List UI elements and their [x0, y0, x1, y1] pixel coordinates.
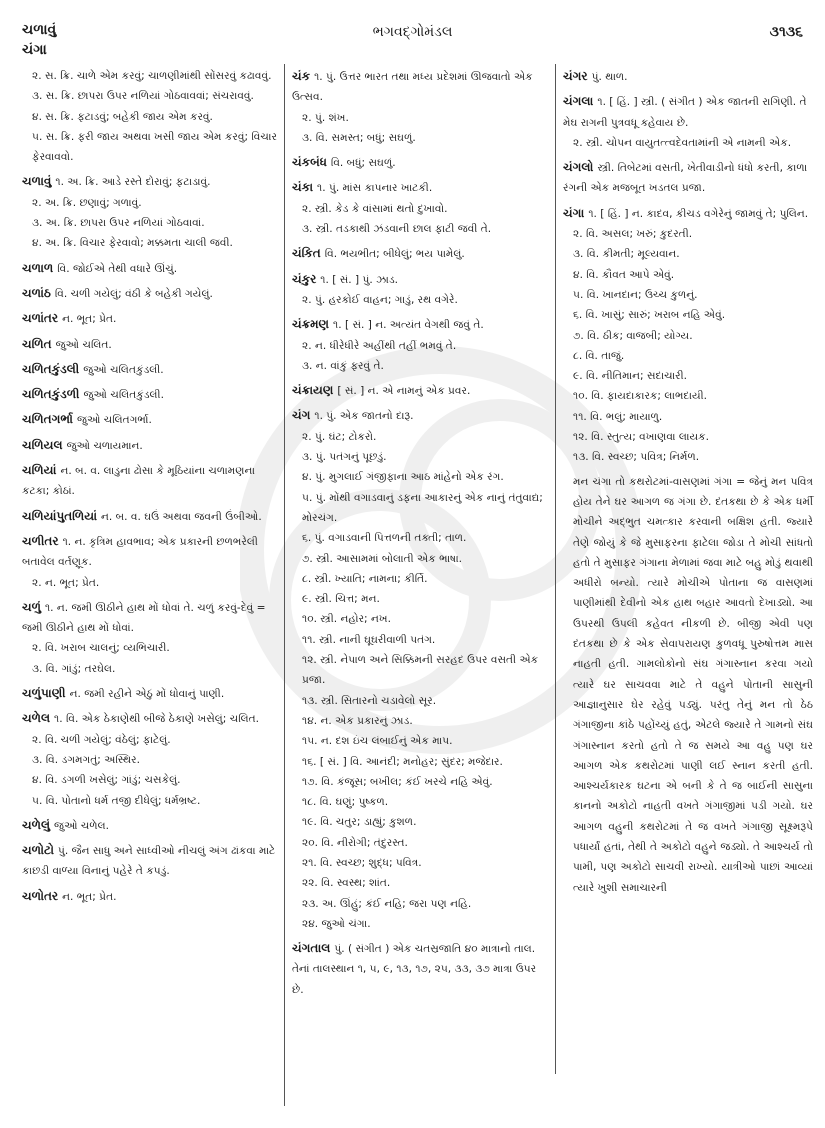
headword: ચળાળ [22, 260, 54, 275]
definition-text: વિ. ભયભીત; બીધેલું; ભય પામેલું. [324, 248, 465, 261]
column-2 [292, 66, 550, 1004]
definition-text: ૧૮. વિ. ઘણું; પુષ્કળ. [302, 796, 389, 809]
definition-text: ૨૪. જુઓ ચંગા. [302, 917, 371, 930]
headword: ચળેલું [22, 817, 51, 832]
definition-text: જુઓ ચલિતકુંડલી. [83, 363, 164, 376]
definition-text: પું. ( સંગીત ) એક ચતસ્રજાતિ ૪૦ માત્રાનો તાલ. તેનાં તાલસ્થાન ૧, ૫, ૯, ૧૩, ૧૭, ૨૫, ૩૩, ૩૭ માત્રા ઉપર છે. [292, 943, 537, 996]
definition-text: ૩. વિ. કીમતી; મૂલ્યવાન. [573, 248, 680, 261]
definition-text: ૧. ન. કૃત્રિમ હાવભાવ; એક પ્રકારની છળભરેલી બતાવેલ વર્તણૂક. [22, 535, 258, 569]
headword: ચળિતકુંડલી [22, 361, 80, 376]
definition-text: ૨. વિ. ખરાબ ચાલનું; વ્યભિચારી. [32, 642, 170, 655]
headword: ચળીતર [22, 533, 59, 548]
definition-text: ૩. વિ. ડગમગતું; અસ્થિર. [32, 753, 141, 766]
definition-text: વિ. જોઈએ તેથી વધારે ઊંચું. [57, 262, 178, 275]
definition-text: ૨. ન. ભૂત; પ્રેત. [32, 576, 100, 589]
dictionary-entry [22, 815, 280, 836]
definition-text: [ સં. ] ન. એ નામનું એક પ્રવર. [337, 385, 471, 398]
definition-text: ૧૨. સ્ત્રી. નેપાળ અને સિક્કિમની સરહદ ઉપર વસતી એક પ્રજા. [302, 654, 539, 687]
guide-word-first: ચળાવું [22, 22, 57, 38]
dictionary-entry [22, 840, 280, 882]
definition-text: ૨. પું. હરકોઈ વાહન; ગાડું, રથ વગેરે. [302, 293, 458, 306]
definition-text: ન. ભૂત; પ્રેત. [62, 313, 117, 326]
headword: ચળિત [22, 336, 52, 351]
headword: ચંક્રાયણ [292, 383, 334, 398]
page-header [0, 0, 825, 60]
headword: ચંગલા [563, 94, 594, 109]
column-divider [555, 64, 556, 1074]
headword: ચળિયલ [22, 437, 63, 452]
headword: ચંગા [563, 205, 585, 220]
definition-text: જુઓ ચળેલ. [54, 819, 110, 832]
headword: ચળું [22, 599, 41, 614]
dictionary-entry [22, 171, 280, 253]
definition-text: ૨૩. અ. ઊંહું; કંઈ નહિ; જરા પણ નહિ. [302, 897, 472, 910]
headword: ચળિયાંપુતળિયાં [22, 508, 98, 523]
definition-text: જુઓ ચલિતકુંડલી. [83, 389, 164, 402]
definition-text: ૩. સ. ક્રિ. છાપરા ઉપર નળિયાં ગોઠવાવવાં; સંચરાવવું. [32, 90, 254, 103]
dictionary-entry [22, 886, 280, 907]
dictionary-entry [22, 283, 280, 304]
column-divider [284, 64, 285, 1106]
definition-text: ન. બ. વ. લાડુના ઢોસા કે મૂઠિયાંના ચળામણના કટકા; કોઠાં. [22, 465, 255, 498]
dictionary-entry [22, 359, 280, 380]
definition-text: ૧૪. ન. એક પ્રકારનું ઝાડ. [302, 714, 413, 727]
headword: ચંગ [292, 408, 311, 423]
definition-text: ૭. સ્ત્રી. આસામમાં બોલાતી એક ભાષા. [302, 552, 463, 565]
definition-text: વિ. ચળી ગયેલું; વંઠી કે બહેકી ગયેલું. [54, 287, 213, 300]
definition-text: ૪. વિ. ડગળી ખસેલું; ગાંડું; ચસકેલું. [32, 774, 181, 787]
headword: ચળિયાં [22, 463, 57, 478]
definition-text: ૨. વિ. અસલ; ખરું; કુદરતી. [573, 228, 693, 241]
definition-text: ૧. પું. માંસ કાપનાર ખાટકી. [317, 182, 433, 195]
dictionary-entry [292, 269, 550, 311]
dictionary-entry [292, 314, 550, 376]
definition-text: સ્ત્રી. તિબેટમાં વસતી, ખેતીવાડીનો ધંધો કરતી, કાળા રંગની એક મજબૂત ખડતલ પ્રજા. [563, 162, 808, 195]
dictionary-entry [22, 506, 280, 527]
headword: ચંકબંધ [292, 155, 327, 170]
definition-text: ૩. વિ. સમસ્ત; બધું; સઘળું. [302, 131, 416, 144]
definition-text: ૧૦. સ્ત્રી. નહોર; નખ. [302, 613, 391, 626]
definition-text: ૧૨. વિ. સ્તુત્ય; વખાણવા લાયક. [573, 431, 710, 444]
headword: ચંગર [563, 69, 588, 83]
dictionary-entry [22, 258, 280, 279]
definition-text: ૪. અ. ક્રિ. વિચાર ફેરવાવો; મક્કમતા ચાલી જવી. [32, 237, 233, 250]
definition-text: પું. જૈન સાધુ અને સાધ્વીઓ નીચલું અંગ ઢાંકવા માટે કાછડી વાળ્યા વિનાનું પહેરે તે કપડું. [22, 845, 276, 878]
definition-text: ૨. અ. ક્રિ. છણાવું; ગળાવું. [32, 196, 142, 209]
definition-text: ૨૧. વિ. સ્વચ્છ; શુદ્ધ; પવિત્ર. [302, 856, 422, 869]
headword: ચંગતાલ [292, 941, 331, 956]
dictionary-entry [292, 66, 550, 148]
dictionary-entry [22, 334, 280, 355]
definition-text: ૧. [ હિં. ] સ્ત્રી. ( સંગીત ) એક જાતની રાગિણી. તે મેઘ રાગની પુત્રવધૂ કહેવાય છે. [563, 96, 807, 129]
guide-word-last: ચંગા [22, 42, 47, 58]
dictionary-entry [22, 708, 280, 810]
definition-text: ન. ભૂત; પ્રેત. [62, 890, 117, 903]
definition-text: ૧. [ સં. ] પું. ઝાડ. [320, 273, 399, 286]
dictionary-entry [563, 66, 813, 87]
column-1 [22, 66, 280, 911]
definition-text: પું. થાળ. [591, 71, 628, 83]
headword: ચળેલ [22, 711, 51, 726]
definition-text: ન. જમી રહીને એઠું મોં ધોવાનું પાણી. [69, 688, 225, 701]
definition-text: વિ. બધું; સઘળું. [330, 157, 396, 170]
definition-text: ૨. સ્ત્રી. કેડ કે વાંસામાં થતો દુખાવો. [302, 202, 448, 215]
definition-text: ૪. વિ. કૌવત આપે એવું. [573, 268, 675, 281]
definition-text: ૧૩. સ્ત્રી. સિતારનો ચડાવેલો સૂર. [302, 694, 437, 707]
headword: ચંક્રમણ [292, 317, 330, 332]
dictionary-entry [22, 308, 280, 329]
dictionary-entry [292, 152, 550, 173]
dictionary-entry [22, 460, 280, 502]
definition-text: ૧૧. વિ. ભલું; માયાળુ. [573, 410, 663, 423]
definition-text: ૪. પું. મુગલાઈ ગંજીફાના આઠ માંહેનો એક રંગ. [302, 471, 504, 484]
definition-text: ૩. વિ. ગાંડું; તરઘેલ. [32, 662, 116, 675]
definition-text: ૫. વિ. પોતાનો ધર્મ તજી દીધેલું; ધર્મભ્રષ્ટ. [32, 794, 201, 807]
dictionary-entry [22, 683, 280, 704]
headword: ચળોતર [22, 888, 59, 903]
definition-text: ૧૯. વિ. ચતુર; ડાહ્યું; કુશળ. [302, 816, 417, 829]
dictionary-entry [292, 380, 550, 401]
definition-text: ૫. પું. મોંથી વગાડવાનું ડફના આકારનું એક નાનું તંતુવાદ્ય; મોરચંગ. [302, 491, 543, 524]
definition-text: ૯. વિ. નીતિમાન; સદાચારી. [573, 370, 688, 383]
headword: ચળોટો [22, 843, 54, 858]
dictionary-entry [22, 597, 280, 679]
definition-text: ૧૦. વિ. ફાયદાકારક; લાભદાયી. [573, 390, 708, 403]
definition-text: ૬. વિ. ખાસું; સારું; ખરાબ નહિ એવું. [573, 309, 726, 322]
definition-text: ૩. ન. વાંકું ફરવું તે. [302, 359, 384, 372]
definition-text: ૫. સ. ક્રિ. ફરી જાય અથવા ખસી જાય એમ કરવું; વિચાર ફેરવાવવો. [32, 130, 277, 164]
definition-text: ૨૨. વિ. સ્વસ્થ; શાંત. [302, 877, 391, 890]
definition-text: ૧. ન. જમી ઊઠીને હાથ મોં ધોવાં તે. ચળું કરવું-દેવું = જમી ઊઠીને હાથ મોં ધોવાં. [22, 601, 266, 635]
definition-text: ૧૭. વિ. કંજૂસ; બખીલ; કંઈ ખરચે નહિ એવું. [302, 775, 493, 788]
definition-text: જુઓ ચલિતગર્ભા. [76, 414, 152, 427]
dictionary-entry [22, 384, 280, 405]
definition-text: ૧. વિ. એક ઠેકાણેથી બીજે ઠેકાણે ખસેલું; ચલિત. [54, 713, 259, 726]
definition-text: ૯. સ્ત્રી. ચિત્ત; મન. [302, 593, 380, 606]
dictionary-title: ભગવદ્ગોમંડલ [372, 24, 453, 40]
definition-text: ૨. સ્ત્રી. ચોપન વાયુતત્ત્વદેવતામાંની એ નામની એક. [573, 136, 792, 149]
headword: ચંકા [292, 180, 314, 195]
definition-text: ૭. વિ. ઠીક; વાજબી; યોગ્ય. [573, 329, 693, 342]
definition-text: ૨. પું. શંખ. [302, 111, 349, 124]
definition-text: ૧૩. વિ. સ્વચ્છ; પવિત્ર; નિર્મળ. [573, 451, 700, 464]
dictionary-entry [292, 938, 550, 1000]
definition-text: ૨. ન. ધીરેધીરે અહીંથી તહીં ભમવું તે. [302, 339, 457, 352]
definition-text: ૧. પું. એક જાતનો દારૂ. [314, 410, 414, 423]
definition-text: ૧૬. [ સં. ] વિ. આનંદી; મનોહર; સુંદર; મજેદાર. [302, 755, 503, 768]
definition-text: ૧. અ. ક્રિ. આડે રસ્તે દોરાવું; ફટાડાવું. [55, 176, 211, 189]
headword: ચંકુર [292, 271, 317, 286]
dictionary-entry [292, 243, 550, 264]
headword: ચંક [292, 69, 311, 83]
definition-text: ૩. અ. ક્રિ. છાપરા ઉપર નળિયાં ગોઠવાવાં. [32, 217, 205, 230]
headword: ચળિતકુંડળી [22, 387, 80, 402]
definition-text: ૬. પું. વગાડવાની પિત્તળની તક્તી; તાળ. [302, 532, 467, 545]
definition-text: ૮. સ્ત્રી. ખ્યાતિ; નામના; કીર્તિ. [302, 572, 428, 585]
definition-text: જુઓ ચળાયમાન. [66, 439, 143, 452]
definition-text: ૧. [ સં. ] ન. અત્યંત વેગથી જવું તે. [333, 319, 484, 332]
definition-text: ૫. વિ. ખાનદાન; ઉચ્ચ કુળનું. [573, 288, 698, 301]
headword: ચળાવું [22, 174, 52, 189]
column-3 [563, 66, 813, 898]
definition-text: ૧. [ હિં. ] ન. કાદવ, કીચડ વગેરેનું જામવું તે; પુલિન. [588, 207, 809, 220]
definition-text: ૧૫. ન. દશ ઇંચ લંબાઈનું એક માપ. [302, 735, 453, 748]
page-number: ૩૧૩૬ [769, 24, 803, 40]
definition-text: ૩. પું. પતંગનું પૂછડું. [302, 451, 387, 464]
definition-text: ૮. વિ. તાજું. [573, 349, 625, 362]
headword: ચળિતગર્ભા [22, 412, 73, 427]
headword: ચળાંઠ [22, 285, 51, 300]
definition-text: ૨. પું. ઘંટ; ટોકરો. [302, 430, 377, 443]
definition-text: ૨. વિ. ચળી ગયેલું; વંઠેલું; ફાટેલું. [32, 733, 171, 746]
dictionary-entry [22, 66, 280, 167]
dictionary-entry [563, 91, 813, 153]
headword: ચંગલો [563, 160, 594, 175]
dictionary-entry [22, 531, 280, 593]
definition-text: ૨૦. વિ. નીરોગી; તંદુરસ્ત. [302, 836, 408, 849]
dictionary-entry [292, 177, 550, 239]
dictionary-entry [22, 435, 280, 456]
dictionary-entry [563, 203, 813, 468]
definition-text: ૪. સ. ક્રિ. ફટાડવું; બહેકી જાય એમ કરવું. [32, 110, 213, 123]
definition-text: ૧. પું. ઉત્તર ભારત તથા મધ્ય પ્રદેશમાં ઊજવાતો એક ઉત્સવ. [292, 71, 533, 104]
definition-text: ૨. સ. ક્રિ. ચાળે એમ કરવું; ચાળણીમાંથી સોંસરવું કઢાવવું. [32, 70, 272, 82]
headword: ચંકિત [292, 246, 321, 261]
headword: ચળાંતર [22, 311, 59, 326]
dictionary-entry [563, 157, 813, 199]
definition-text: જુઓ ચલિત. [55, 338, 112, 351]
headword: ચળુંપાણી [22, 686, 66, 701]
definition-text: ન. બ. વ. ઘઉં અથવા જવની ઉંબીઓ. [101, 510, 262, 523]
dictionary-entry [292, 405, 550, 934]
definition-text: ૧૧. સ્ત્રી. નાની ઘૂઘરીવાળી પતંગ. [302, 633, 436, 646]
dictionary-entry [22, 409, 280, 430]
usage-paragraph: મન ચંગા તો કથરોટમાં-વાસણમાં ગંગા = જેનું મન પવિત્ર હોય તેને ઘર આગળ જ ગંગા છે. દંતકથા છે કે એક ધર્મી મોચીને અદ્ભુત ચમત્કાર કરવાની બક્ષિશ હતી. જ્યારે તેણે જોયું કે જે મુસાફરના ફાટેલા જોડા તે મોચી સાંધતો હતો તે મુસાફર ગંગાના મેળામાં જવા માટે બહુ મોડું થવાથી અધીરો બન્યો. ત્યારે મોચીએ પોતાના જ વાસણમાં પાણીમાંથી દેવીનો એક હાથ બહાર આવતો દેખાડ્યો. આ ઉપરથી ઉપલી કહેવત નીકળી છે. બીજી એવી પણ દંતકથા છે કે એક સેવાપરાયણ કુળવધૂ પુરુષોત્તમ માસ નાહતી હતી. ગામલોકોનો સંઘ ગંગાસ્નાન કરવા ગયો ત્યારે ઘર સાચવવા માટે તે વહુને પોતાની સાસુની આજ્ઞાનુસાર ઘેર રહેવું પડ્યું. પરંતુ તેનું મન તો ઠેઠ ગંગાજીના કાંઠે પહોંચ્યું હતું, એટલે જ્યારે તે ગામનો સંઘ ગંગાસ્નાન કરતો હતો તે જ સમયે આ વહુ પણ ઘર આગળ એક કથરોટમાં પાણી લઈ સ્નાન કરતી હતી. આશ્ચર્યકારક ઘટના એ બની કે તે જ બાઈની સાસુના કાનનો અકોટો નાહતી વખતે ગંગાજીમાં પડી ગયો. ઘર આગળ વહુની કથરોટમાં તે જ વખતે ગંગાજી સૂક્ષ્મરૂપે પધાર્યાં હતાં, તેથી તે અકોટો વહુને જડ્યો. તે આશ્ચર્ય તો પામી, પણ અકોટો સાચવી રાખ્યો. યાત્રીઓ પાછાં આવ્યાં ત્યારે ખુશી સમાચારની [573, 475, 813, 894]
definition-text: ૩. સ્ત્રી. તડકાથી ઝંડવાની છાલ ફાટી જવી તે. [302, 223, 492, 236]
